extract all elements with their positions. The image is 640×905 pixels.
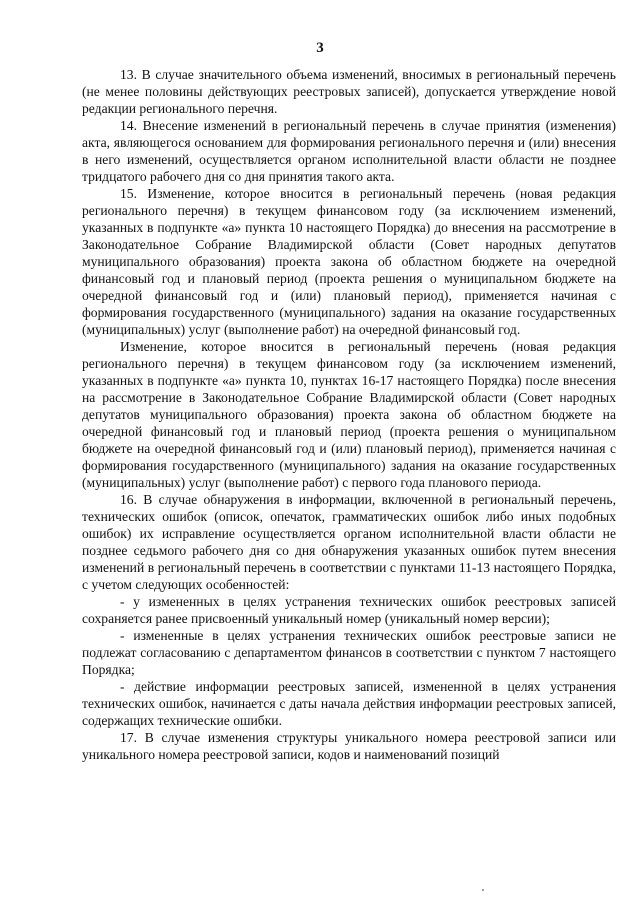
paragraph-14: 14. Внесение изменений в региональный перечень в случае принятия (изменения) акта, являющегося основанием для формирования регионального перечня и (или) внесения в него изменений, осуществляется органом исполнительной власти области не позднее тридцатого рабочего дня со дня принятия такого акта. [82, 118, 616, 184]
list-item-unique-number: - у измененных в целях устранения технических ошибок реестровых записей сохраняется ранее присвоенный уникальный номер (уникальный номер версии); [82, 594, 616, 626]
list-item-no-approval: - измененные в целях устранения технических ошибок реестровые записи не подлежат согласованию с департаментом финансов в соответствии с пунктом 7 настоящего Порядка; [82, 628, 616, 677]
paragraph-15: 15. Изменение, которое вносится в региональный перечень (новая редакция регионального перечня) в текущем финансовом году (за исключением изменений, указанных в подпункте «а» пункта 10 настоящего Порядка) до внесения на рассмотрение в Законодательное Собрание Владимирской области (Совет народных депутатов муниципального образования) проекта закона об областном бюджете на очередной финансовый год и плановый период (проекта решения о муниципальном бюджете на очередной финансовый год и (или) плановый период), применяется начиная с формирования государственного (муниципального) задания на оказание государственных (муниципальных) услуг (выполнение работ) на очередной финансовый год. [82, 186, 616, 337]
paragraph-13: 13. В случае значительного объема изменений, вносимых в региональный перечень (не менее половины действующих реестровых записей), допускается утверждение новой редакции регионального перечня. [82, 67, 616, 116]
page-number: 3 [316, 40, 324, 56]
paragraph-16: 16. В случае обнаружения в информации, включенной в региональный перечень, технических ошибок (описок, опечаток, грамматических ошибок либо иных подобных ошибок) их исправление осуществляется органом исполнительной власти области не позднее седьмого рабочего дня со дня обнаружения указанных ошибок путем внесения изменений в региональный перечень в соответствии с пунктами 11-13 настоящего Порядка, с учетом следующих особенностей: [82, 492, 616, 592]
scan-speck [482, 889, 484, 891]
paragraph-17: 17. В случае изменения структуры уникального номера реестровой записи или уникального номера реестровой записи, кодов и наименований позиций [82, 730, 616, 762]
list-item-effective-date: - действие информации реестровых записей, измененной в целях устранения технических ошибок, начинается с даты начала действия информации реестровых записей, содержащих технические ошибки. [82, 679, 616, 728]
paragraph-15-continuation: Изменение, которое вносится в региональный перечень (новая редакция регионального перечня) в текущем финансовом году (за исключением изменений, указанных в подпункте «а» пункта 10, пунктах 16-17 настоящего Порядка) после внесения на рассмотрение в Законодательное Собрание Владимирской области (Совет народных депутатов муниципального образования) проекта закона об областном бюджете на очередной финансовый год и плановый период (проекта решения о муниципальном бюджете на очередной финансовый год и (или) плановый период), применяется начиная с формирования государственного (муниципального) задания на оказание государственных (муниципальных) услуг (выполнение работ) с первого года планового периода. [82, 339, 616, 490]
document-body [82, 66, 616, 763]
